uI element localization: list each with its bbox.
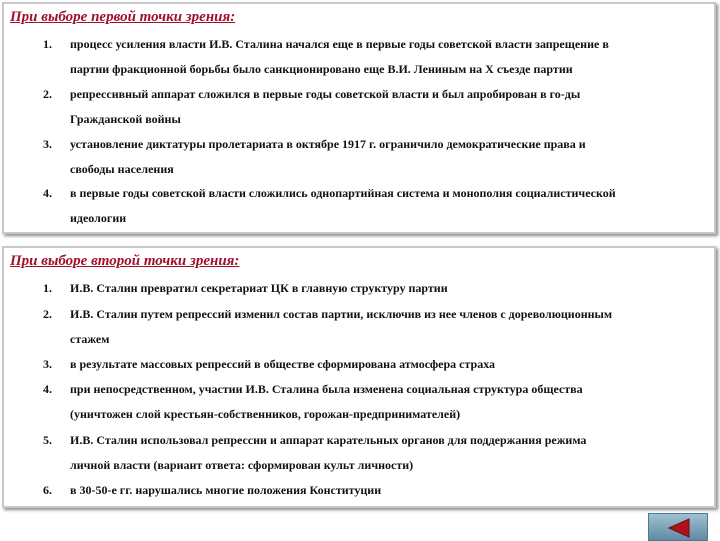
back-arrow-icon [667,518,691,538]
item-text: при непосредственном, участии И.В. Сталина была изменена социальная структура общества [70,382,583,396]
item-number: 2. [43,307,52,321]
item-text: И.В. Сталин использовал репрессии и аппарат карательных органов для поддержания режима [70,433,587,447]
item-text: Гражданской войны [70,112,181,126]
item-text: установление диктатуры пролетариата в октябре 1917 г. ограничило демократические права и [70,137,586,151]
item-text: процесс усиления власти И.В. Сталина начался еще в первые годы советской власти запрещение в [70,37,609,51]
item-text: репрессивный аппарат сложился в первые годы советской власти и был апробирован в го-ды [70,87,581,101]
item-number: 1. [43,37,52,51]
item-text: в первые годы советской власти сложились однопартийная система и монополия социалистической [70,186,616,200]
section-first-viewpoint [2,2,716,234]
item-text: идеологии [70,211,127,225]
item-number: 6. [43,483,52,497]
item-number: 2. [43,87,52,101]
item-number: 4. [43,186,52,200]
item-text: стажем [70,332,110,346]
item-number: 5. [43,433,52,447]
back-button[interactable] [648,513,708,541]
item-text: личной власти (вариант ответа: сформирован культ личности) [70,458,414,472]
item-number: 3. [43,357,52,371]
item-text: И.В. Сталин превратил секретариат ЦК в главную структуру партии [70,281,448,295]
item-number: 3. [43,137,52,151]
item-number: 1. [43,281,52,295]
section-title: При выборе второй точки зрения: [10,253,240,269]
section-title: При выборе первой точки зрения: [10,9,236,25]
item-text: (уничтожен слой крестьян-собственников, горожан-предпринимателей) [70,407,461,421]
item-text: И.В. Сталин путем репрессий изменил состав партии, исключив из нее членов с дореволюционным [70,307,613,321]
item-number: 4. [43,382,52,396]
item-text: свободы населения [70,162,174,176]
section-second-viewpoint [2,246,716,508]
item-text: партии фракционной борьбы было санкционировано еще В.И. Лениным на X съезде партии [70,62,573,76]
item-text: в 30-50-е гг. нарушались многие положения Конституции [70,483,382,497]
item-text: в результате массовых репрессий в обществе сформирована атмосфера страха [70,357,496,371]
